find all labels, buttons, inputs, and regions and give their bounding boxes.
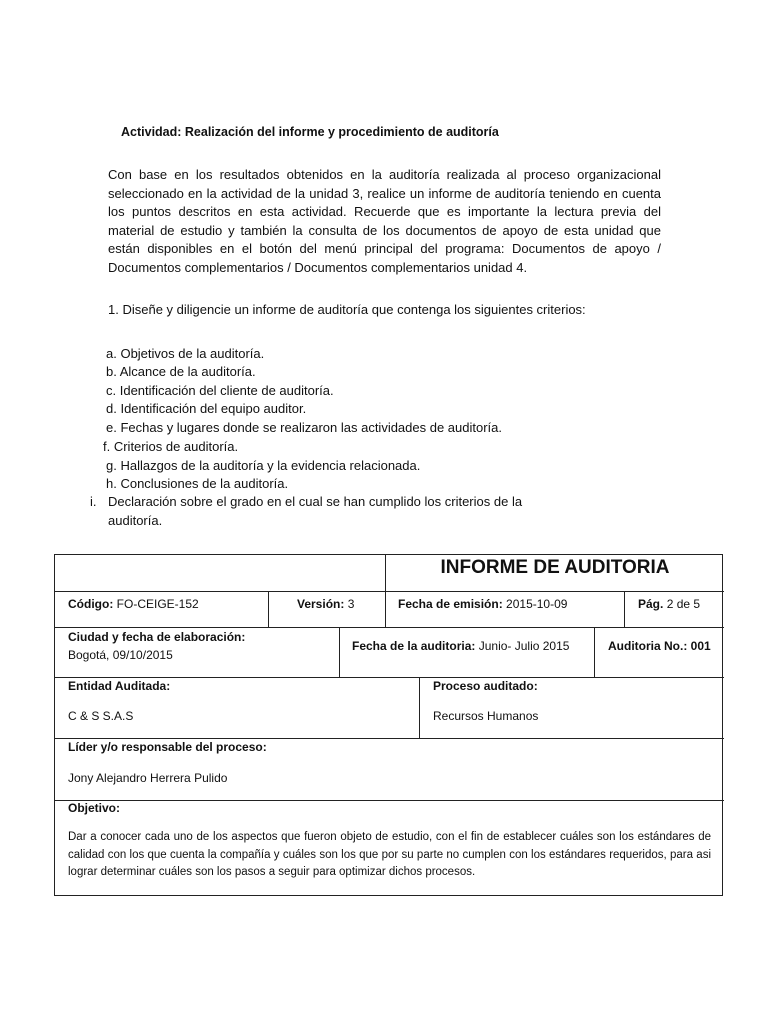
auditoria-no: Auditoria No.: 001 xyxy=(608,639,711,653)
ciudad-label: Ciudad y fecha de elaboración: xyxy=(68,630,246,644)
criterion-a: a. Objetivos de la auditoría. xyxy=(106,346,265,361)
activity-heading: Actividad: Realización del informe y procedimiento de auditoría xyxy=(121,125,499,139)
fecha-auditoria-label: Fecha de la auditoria: xyxy=(352,639,476,653)
criterion-g: g. Hallazgos de la auditoría y la evidencia relacionada. xyxy=(106,458,421,473)
lider-label: Líder y/o responsable del proceso: xyxy=(68,740,267,754)
codigo-label: Código: xyxy=(68,597,114,611)
fecha-auditoria-value: Junio- Julio 2015 xyxy=(478,639,570,653)
criterion-i-mark: i. xyxy=(90,494,97,509)
form-title: INFORME DE AUDITORIA xyxy=(440,557,670,578)
codigo-value: FO-CEIGE-152 xyxy=(116,597,199,611)
version-label: Versión: xyxy=(297,597,345,611)
pag-label: Pág. xyxy=(638,597,664,611)
fecha-emision-value: 2015-10-09 xyxy=(506,597,568,611)
criterion-b: b. Alcance de la auditoría. xyxy=(106,364,256,379)
criterion-c: c. Identificación del cliente de auditoría. xyxy=(106,383,334,398)
ciudad-value: Bogotá, 09/10/2015 xyxy=(68,648,173,662)
codigo-field xyxy=(68,597,199,611)
fecha-auditoria-field xyxy=(352,639,569,653)
fecha-emision-label: Fecha de emisión: xyxy=(398,597,503,611)
criterion-i-line1: Declaración sobre el grado en el cual se han cumplido los criterios de la xyxy=(108,494,523,509)
pag-field xyxy=(638,597,700,611)
version-value: 3 xyxy=(347,597,355,611)
entidad-label: Entidad Auditada: xyxy=(68,679,171,693)
objetivo-label: Objetivo: xyxy=(68,801,121,815)
proceso-value: Recursos Humanos xyxy=(433,709,539,723)
criterion-i-line2: auditoría. xyxy=(108,512,163,528)
criterion-e: e. Fechas y lugares donde se realizaron las actividades de auditoría. xyxy=(106,420,503,435)
lider-value: Jony Alejandro Herrera Pulido xyxy=(68,771,228,785)
fecha-emision-field xyxy=(398,597,567,611)
entidad-value: C & S S.A.S xyxy=(68,709,134,723)
version-field xyxy=(297,597,354,611)
pag-value: 2 de 5 xyxy=(666,597,701,611)
criterion-i xyxy=(90,493,522,530)
criterion-d: d. Identificación del equipo auditor. xyxy=(106,401,307,416)
proceso-label: Proceso auditado: xyxy=(433,679,538,693)
audit-report-form xyxy=(54,554,723,896)
criterion-h: h. Conclusiones de la auditoría. xyxy=(106,476,289,491)
activity-point-1: 1. Diseñe y diligencie un informe de auditoría que contenga los siguientes criterios: xyxy=(108,302,586,317)
criterion-f: f. Criterios de auditoría. xyxy=(103,439,239,454)
activity-intro: Con base en los resultados obtenidos en la auditoría realizada al proceso organizacional seleccionado en la actividad de la unidad 3, realice un informe de auditoría teniendo en cuenta los puntos descritos en esta actividad. Recuerde que es importante la lectura previa del material de estudio y también la consulta de los documentos de apoyo de esta unidad que están disponibles en el botón del menú principal del programa: Documentos de apoyo / Documentos complementarios / Documentos complementarios unidad 4. xyxy=(108,167,661,275)
objetivo-value: Dar a conocer cada uno de los aspectos que fueron objeto de estudio, con el fin de establecer cuáles son los estándares de calidad con los que cuenta la compañía y cuáles son los que por su parte no cumplen con los estándares requeridos, para asi lograr determinar cuáles son los pasos a seguir para optimizar dichos procesos. xyxy=(68,831,711,878)
